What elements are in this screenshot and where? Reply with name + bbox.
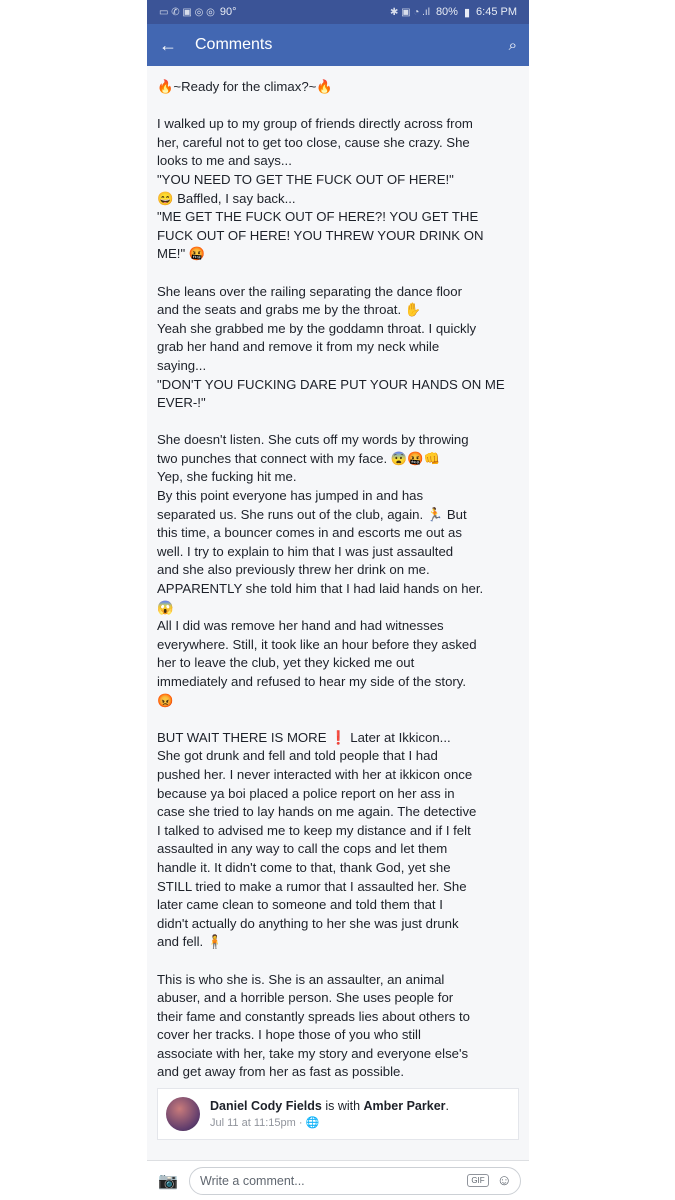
post-text-line: associate with her, take my story and everyone else's <box>157 1045 469 1061</box>
post-text-line: 😡 <box>157 692 174 708</box>
post-text-line: everywhere. Still, it took like an hour before they asked <box>157 636 477 652</box>
globe-icon: 🌐 <box>305 1117 320 1130</box>
post-text-line: STILL tried to make a rumor that I assaulted her. She <box>157 878 467 894</box>
post-text-line: APPARENTLY she told him that I had laid hands on her. <box>157 581 484 597</box>
post-text-line: well. I try to explain to him that I was just assaulted <box>157 543 454 559</box>
post-text-line: "ME GET THE FUCK OUT OF HERE?! YOU GET THE <box>157 209 479 225</box>
post-text-line: two punches that connect with my face. 😨🤬👊 <box>157 450 441 466</box>
post-date[interactable]: Jul 11 at 11:15pm · <box>210 1117 306 1130</box>
post-text-line: She got drunk and fell and told people that I had <box>157 748 438 764</box>
post-text-line: saying... <box>157 357 207 373</box>
post-text-line: EVER-!" <box>157 395 206 411</box>
post-text-line: BUT WAIT THERE IS MORE ❗ Later at Ikkicon... <box>157 729 451 745</box>
phone-screen <box>147 0 529 1200</box>
post-text-line: this time, a bouncer comes in and escorts me out as <box>157 525 462 541</box>
post-text-line: She doesn't listen. She cuts off my words by throwing <box>157 432 469 448</box>
post-text-line: Yep, she fucking hit me. <box>157 469 297 485</box>
post-text-line: By this point everyone has jumped in and has <box>157 488 424 504</box>
post-text-line: didn't actually do anything to her she was just drunk <box>157 915 459 931</box>
post-text-line: and get away from her as fast as possible. <box>157 1064 405 1080</box>
post-text-line: 🔥~Ready for the climax?~🔥 <box>157 79 333 94</box>
post-text-line: their fame and constantly spreads lies about others to <box>157 1008 471 1024</box>
paragraph-gap <box>157 97 519 116</box>
post-body <box>147 66 529 1082</box>
post-text-line: assaulted in any way to call the cops and let them <box>157 841 448 857</box>
post-text-line: cover her tracks. I hope those of you who still <box>157 1027 421 1043</box>
status-right <box>390 6 517 19</box>
post-text-line: "YOU NEED TO GET THE FUCK OUT OF HERE!" <box>157 171 454 187</box>
post-text-line: "DON'T YOU FUCKING DARE PUT YOUR HANDS ON ME <box>157 376 505 392</box>
status-bar <box>147 0 529 24</box>
post-text-line: I walked up to my group of friends directly across from <box>157 116 473 132</box>
paragraph-gap <box>157 952 519 971</box>
post-text-line: separated us. She runs out of the club, again. 🏃 But <box>157 506 467 522</box>
page-title: Comments <box>195 36 273 53</box>
post-text-line: 😄 Baffled, I say back... <box>157 190 296 206</box>
post-text-line: and the seats and grabs me by the throat. ✋ <box>157 302 422 318</box>
tagged-name[interactable]: Amber Parker <box>363 1099 446 1114</box>
post-text-line: FUCK OUT OF HERE! YOU THREW YOUR DRINK ON <box>157 227 484 243</box>
comment-input[interactable] <box>189 1167 521 1195</box>
post-text-line: later came clean to someone and told them that I <box>157 897 443 913</box>
post-text-line: I talked to advised me to keep my distance and if I felt <box>157 822 471 838</box>
post-text-line: looks to me and says... <box>157 153 292 169</box>
smiley-icon[interactable]: ☺ <box>496 1172 512 1189</box>
avatar[interactable] <box>166 1097 200 1131</box>
post-text-line: grab her hand and remove it from my neck while <box>157 339 440 355</box>
with-text: is with <box>321 1099 364 1114</box>
comment-placeholder: Write a comment... <box>200 1173 305 1188</box>
battery-percent: 80% <box>435 6 458 18</box>
gif-button[interactable]: GIF <box>467 1174 488 1187</box>
post-text-line: This is who she is. She is an assaulter, an animal <box>157 971 445 987</box>
post-text-line: case she tried to lay hands on me again. The detective <box>157 804 477 820</box>
post-text-line: her to leave the club, yet they kicked me out <box>157 655 415 671</box>
post-text-line: She leans over the railing separating the dance floor <box>157 283 462 299</box>
search-icon[interactable]: ⌕ <box>508 36 517 54</box>
post-text-line: ME!" 🤬 <box>157 246 206 262</box>
clock: 6:45 PM <box>476 6 517 18</box>
post-text-line: because ya boi placed a police report on her ass in <box>157 785 455 801</box>
author-name[interactable]: Daniel Cody Fields <box>210 1099 322 1114</box>
temperature: 90° <box>219 6 237 18</box>
post-attribution[interactable] <box>157 1088 519 1140</box>
post-text-line: All I did was remove her hand and had witnesses <box>157 618 444 634</box>
notification-icons: ▭ ✆ ▣ ◎ ◎ <box>159 6 215 18</box>
back-arrow-icon[interactable]: ← <box>159 34 177 55</box>
post-text-line: her, careful not to get too close, cause she crazy. She <box>157 134 470 150</box>
post-text-line: and fell. 🧍 <box>157 934 224 950</box>
signal-icons: ✱ ▣ ◔ .ıl <box>389 6 430 18</box>
battery-icon: ▮ <box>463 6 471 19</box>
camera-icon[interactable]: 📷 <box>158 1172 178 1190</box>
comment-bar <box>147 1160 529 1200</box>
post-text-line: and she also previously threw her drink on me. <box>157 562 430 578</box>
post-text-line: Yeah she grabbed me by the goddamn throat. I quickly <box>157 320 477 336</box>
post-text-line: handle it. It didn't come to that, thank God, yet she <box>157 859 451 875</box>
period: . <box>445 1099 450 1114</box>
paragraph-gap <box>157 413 519 432</box>
paragraph-gap <box>157 264 519 283</box>
paragraph-gap <box>157 710 519 729</box>
post-text-line: immediately and refused to hear my side of the story. <box>157 674 467 689</box>
author-line <box>210 1099 449 1113</box>
app-bar <box>147 24 529 66</box>
post-text-line: 😱 <box>157 599 174 615</box>
post-text-line: pushed her. I never interacted with her at ikkicon once <box>157 766 473 782</box>
post-meta <box>210 1116 449 1129</box>
post-text-line: abuser, and a horrible person. She uses people for <box>157 990 454 1006</box>
status-left <box>159 6 236 18</box>
